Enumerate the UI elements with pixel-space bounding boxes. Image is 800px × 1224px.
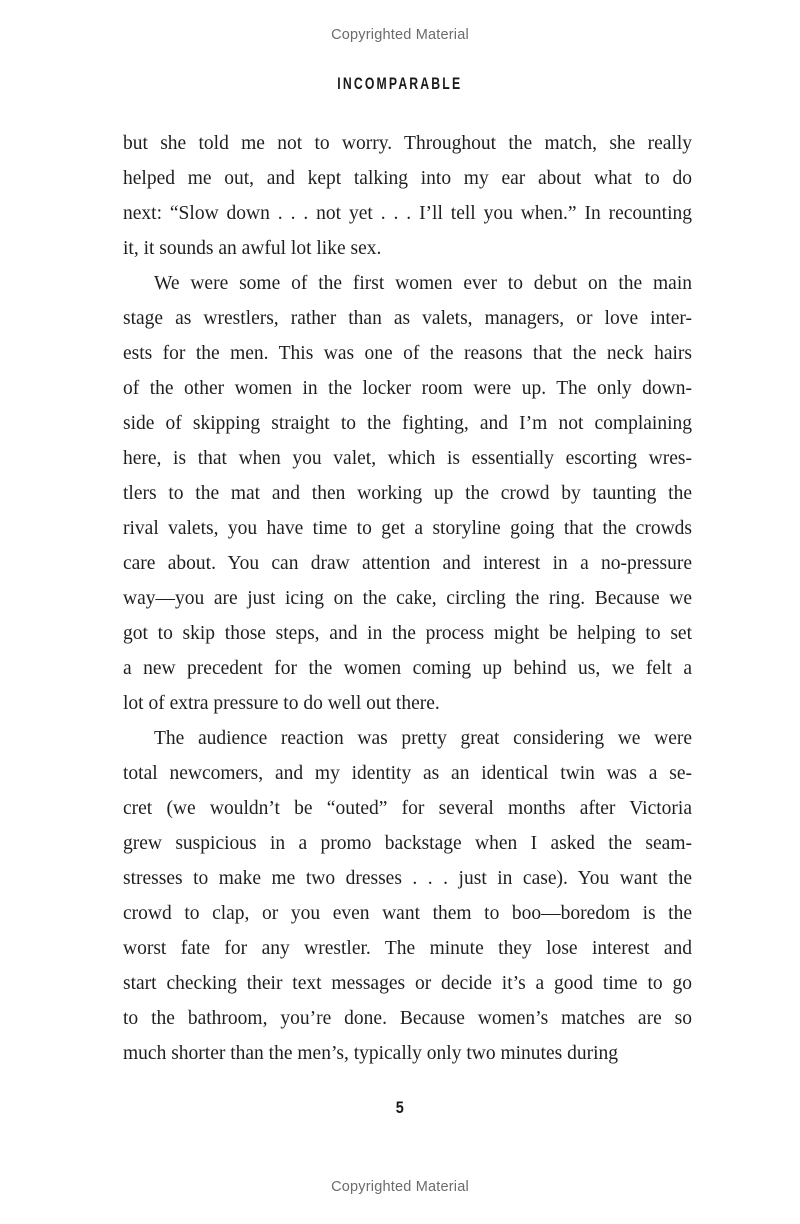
body-line: much shorter than the men’s, typically only two minutes during	[123, 1043, 619, 1064]
body-line: to the bathroom, you’re done. Because women’s matches are so	[123, 1008, 692, 1029]
body-line: start checking their text messages or decide it’s a good time to go	[123, 973, 692, 994]
running-head	[0, 74, 800, 94]
body-line: got to skip those steps, and in the process might be helping to set	[123, 623, 692, 644]
body-line: stresses to make me two dresses . . . just in case). You want the	[123, 868, 692, 889]
body-line: helped me out, and kept talking into my ear about what to do	[123, 168, 692, 189]
body-line: We were some of the first women ever to debut on the main	[154, 273, 692, 294]
page-number-value: 5	[395, 1098, 405, 1117]
body-text-block	[123, 126, 692, 1071]
body-line: rival valets, you have time to get a storyline going that the crowds	[123, 518, 692, 539]
body-line: but she told me not to worry. Throughout the match, she really	[123, 133, 692, 154]
body-line: grew suspicious in a promo backstage when I asked the seam-	[123, 833, 692, 854]
body-line: stage as wrestlers, rather than as valets, managers, or love inter-	[123, 308, 692, 329]
body-line: worst fate for any wrestler. The minute they lose interest and	[123, 938, 692, 959]
body-line: cret (we wouldn’t be “outed” for several months after Victoria	[123, 798, 692, 819]
body-line: a new precedent for the women coming up behind us, we felt a	[123, 658, 692, 679]
body-line: tlers to the mat and then working up the crowd by taunting the	[123, 483, 692, 504]
body-line: of the other women in the locker room were up. The only down-	[123, 378, 692, 399]
page-number	[0, 1098, 800, 1118]
body-line: The audience reaction was pretty great considering we were	[154, 728, 692, 749]
body-line: here, is that when you valet, which is essentially escorting wres-	[123, 448, 692, 469]
copyright-notice-bottom: Copyrighted Material	[331, 1179, 469, 1195]
copyright-notice-top: Copyrighted Material	[331, 27, 469, 43]
body-line: care about. You can draw attention and interest in a no-pressure	[123, 553, 692, 574]
body-line: way—you are just icing on the cake, circling the ring. Because we	[123, 588, 692, 609]
running-head-title: INCOMPARABLE	[337, 74, 463, 93]
body-line: crowd to clap, or you even want them to boo—boredom is the	[123, 903, 692, 924]
body-line: side of skipping straight to the fighting, and I’m not complaining	[123, 413, 692, 434]
body-line: lot of extra pressure to do well out there.	[123, 693, 440, 714]
body-line: next: “Slow down . . . not yet . . . I’ll tell you when.” In recounting	[123, 203, 692, 224]
body-line: ests for the men. This was one of the reasons that the neck hairs	[123, 343, 692, 364]
body-line: total newcomers, and my identity as an identical twin was a se-	[123, 763, 692, 784]
body-line: it, it sounds an awful lot like sex.	[123, 238, 382, 259]
